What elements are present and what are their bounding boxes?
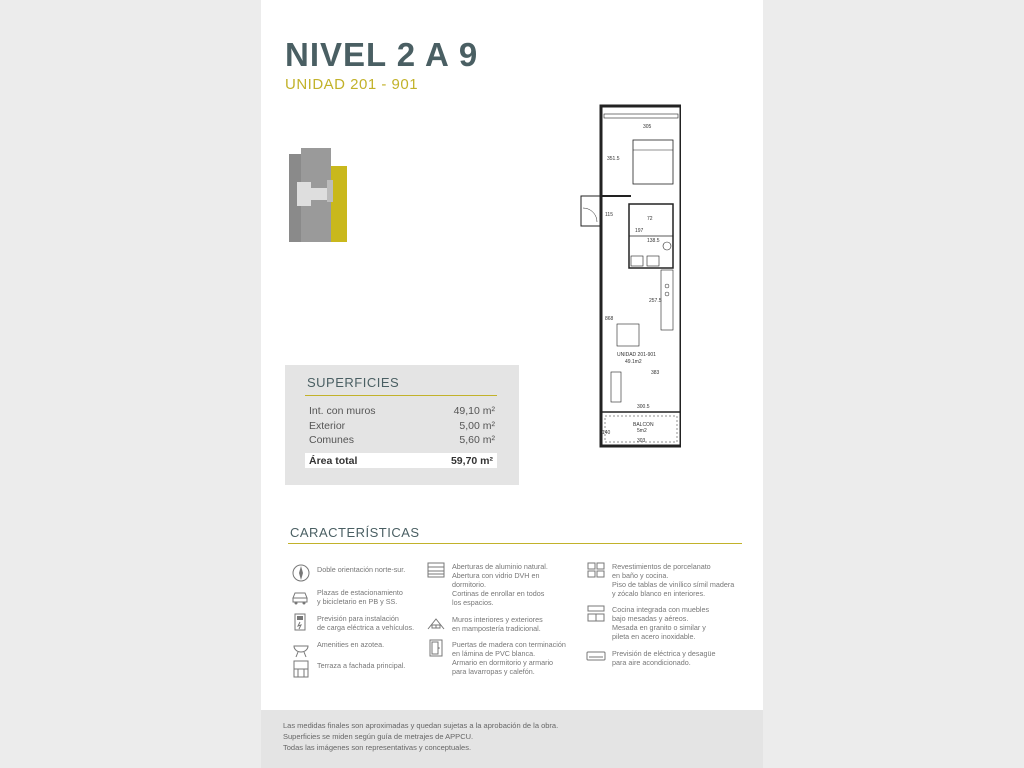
- car-bike-icon: [291, 586, 311, 606]
- feature-item: [291, 661, 405, 679]
- feature-text: Amenities en azotea.: [317, 640, 385, 649]
- feature-text: Previsión de eléctrica y desagüe para aire acondicionado.: [612, 649, 716, 667]
- caracteristicas-divider: [288, 543, 742, 544]
- superficies-row: [309, 405, 495, 417]
- feature-text: Terraza a fachada principal.: [317, 661, 406, 670]
- dim-label: 303: [637, 438, 646, 444]
- brochure-page: [261, 0, 763, 768]
- disclaimer-footer: [261, 710, 763, 768]
- balcony-area: 5m2: [637, 428, 647, 434]
- feature-text: Muros interiores y exteriores en mampostería tradicional.: [452, 615, 543, 633]
- row-value: 49,10 m²: [453, 405, 495, 417]
- superficies-total-row: [305, 453, 497, 468]
- dim-label: 257.5: [649, 298, 662, 304]
- row-value: 5,60 m²: [459, 434, 495, 446]
- unit-area: 49.1m2: [625, 359, 642, 365]
- page-title: NIVEL 2 A 9: [285, 36, 479, 73]
- feature-text: Puertas de madera con terminación en lámina de PVC blanca. Armario en dormitorio y armario para lavarropas y calefón.: [452, 640, 566, 676]
- compass-icon: [291, 563, 311, 583]
- feature-text: Plazas de estacionamiento y bicicletario en PB y SS.: [317, 588, 403, 606]
- feature-text: Doble orientación norte-sur.: [317, 565, 406, 574]
- window-icon: [426, 560, 446, 580]
- dim-label: 351.5: [607, 156, 620, 162]
- feature-item: [586, 562, 734, 598]
- superficies-row: [309, 434, 495, 446]
- feature-text: Revestimientos de porcelanato en baño y cocina. Piso de tablas de vinílico símil madera y zócalo blanco en interiores.: [612, 562, 735, 598]
- disclaimer-text: Las medidas finales son aproximadas y quedan sujetas a la aprobación de la obra. Superficies se miden según guía de metrajes de APPCU. Todas las imágenes son representativas y conceptuales.: [283, 721, 559, 752]
- air-conditioner-icon: [586, 647, 606, 667]
- superficies-title: SUPERFICIES: [307, 375, 400, 390]
- feature-item: [586, 605, 709, 641]
- dim-label: 305: [643, 124, 652, 130]
- row-label: Comunes: [309, 434, 354, 446]
- dim-label: 300.5: [637, 404, 650, 410]
- brick-wall-icon: [426, 613, 446, 633]
- feature-item: [291, 565, 405, 583]
- kitchen-icon: [586, 603, 606, 623]
- superficies-divider: [305, 395, 497, 396]
- feature-text: Cocina integrada con muebles bajo mesadas y aéreos. Mesada en granito o similar y pileta en acero inoxidable.: [612, 605, 710, 641]
- unit-floor-plan: [561, 104, 681, 456]
- door-icon: [426, 638, 446, 658]
- dim-label: 868: [605, 316, 614, 322]
- dim-label: 72: [647, 216, 653, 222]
- feature-item: [291, 588, 403, 606]
- building-key-plan: [283, 142, 349, 246]
- feature-text: Previsión para instalación de carga eléctrica a vehículos.: [317, 614, 415, 632]
- caracteristicas-title: CARACTERÍSTICAS: [290, 525, 420, 540]
- dim-label: 115: [605, 212, 613, 218]
- feature-item: [291, 640, 384, 658]
- balcony-label: BALCON: [633, 422, 654, 428]
- page-subtitle: UNIDAD 201 - 901: [285, 76, 419, 93]
- tiles-icon: [586, 560, 606, 580]
- superficies-panel: [285, 365, 519, 485]
- feature-item: [426, 562, 548, 607]
- unit-label: UNIDAD 201-901: [617, 352, 656, 358]
- row-label: Exterior: [309, 420, 346, 432]
- superficies-row: [309, 420, 495, 432]
- feature-item: [291, 614, 414, 632]
- grill-icon: [291, 638, 311, 658]
- dim-label: 138.5: [647, 238, 660, 244]
- feature-item: [426, 615, 543, 633]
- dim-label: 140: [602, 430, 611, 436]
- feature-item: [586, 649, 715, 667]
- electric-charger-icon: [291, 612, 311, 632]
- feature-text: Aberturas de aluminio natural. Abertura con vidrio DVH en dormitorio. Cortinas de enrollar en todos los espacios.: [452, 562, 548, 607]
- total-value: 59,70 m²: [450, 454, 493, 467]
- dim-label: 383: [651, 370, 660, 376]
- total-label: Área total: [309, 454, 358, 467]
- row-label: Int. con muros: [309, 405, 376, 417]
- dim-label: 197: [635, 228, 644, 234]
- feature-item: [426, 640, 566, 676]
- row-value: 5,00 m²: [459, 420, 495, 432]
- terrace-icon: [291, 659, 311, 679]
